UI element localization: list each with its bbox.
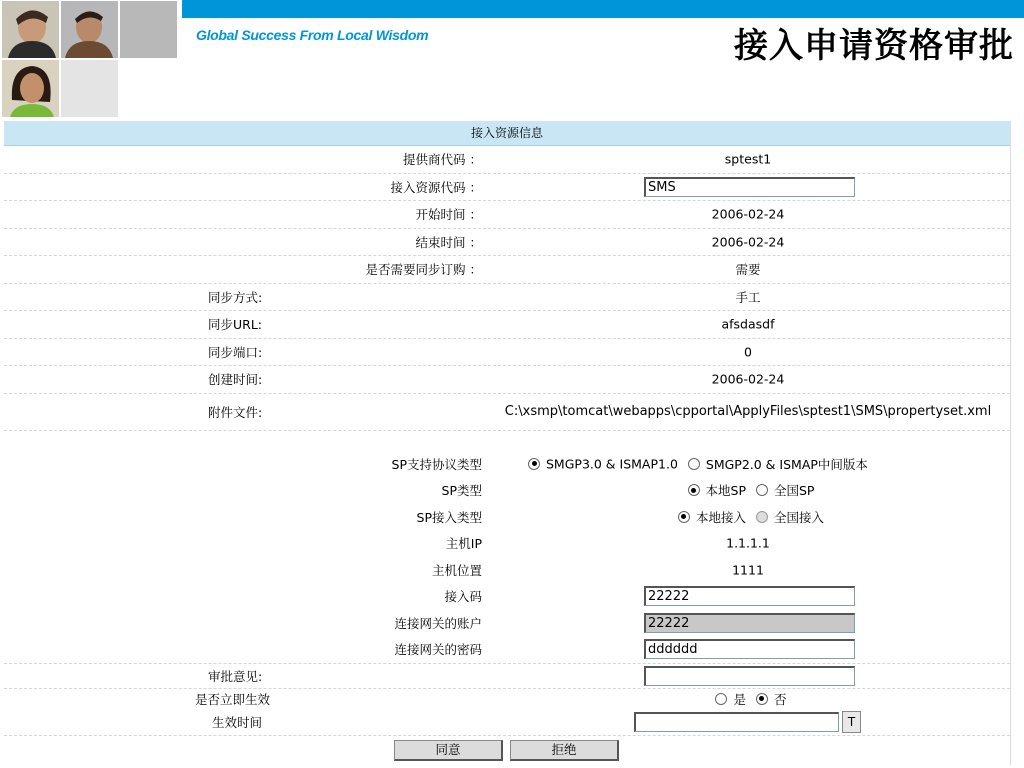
gateway-password-input[interactable]: dddddd bbox=[644, 639, 855, 659]
sync-url-row bbox=[4, 311, 1010, 339]
slogan: Global Success From Local Wisdom bbox=[196, 27, 429, 43]
provider-code-row bbox=[4, 146, 1010, 174]
gateway-account-label: 连接网关的账户 bbox=[394, 615, 482, 631]
sync-url-label: 同步URL: bbox=[208, 317, 263, 333]
access-code-label: 接入码 bbox=[444, 589, 482, 605]
host-ip-row bbox=[4, 530, 1010, 557]
access-local-radio[interactable] bbox=[678, 511, 690, 523]
spacer-row bbox=[4, 431, 1010, 451]
host-ip-label: 主机IP bbox=[445, 536, 482, 552]
header-blue-bar bbox=[182, 0, 1024, 18]
person-photo-1 bbox=[2, 1, 59, 58]
protocol-type-label: SP支持协议类型 bbox=[391, 456, 482, 472]
approval-comment-input[interactable] bbox=[644, 666, 855, 686]
effective-time-label: 生效时间 bbox=[212, 714, 263, 730]
access-code-input[interactable]: 22222 bbox=[644, 586, 855, 606]
sp-type-radios bbox=[498, 481, 998, 499]
access-national-radio[interactable] bbox=[756, 511, 768, 523]
sp-access-type-label: SP接入类型 bbox=[416, 509, 482, 525]
sp-access-type-row bbox=[4, 504, 1010, 531]
resource-code-row bbox=[4, 174, 1010, 202]
resource-code-input[interactable]: SMS bbox=[644, 177, 855, 197]
effective-time-row bbox=[4, 709, 1010, 736]
effective-yes-label: 是 bbox=[733, 691, 746, 707]
page-title: 接入申请资格审批 bbox=[734, 26, 1014, 66]
host-ip-value: 1.1.1.1 bbox=[726, 535, 770, 551]
attachment-label: 附件文件: bbox=[208, 404, 263, 420]
need-sync-value: 需要 bbox=[735, 262, 761, 278]
gray-tile-1 bbox=[120, 1, 177, 58]
sync-mode-value: 手工 bbox=[735, 289, 761, 305]
gateway-account-row bbox=[4, 610, 1010, 637]
gray-tile-2 bbox=[61, 60, 118, 117]
approval-comment-label: 审批意见: bbox=[208, 668, 263, 684]
sync-port-value: 0 bbox=[744, 344, 752, 360]
attachment-link[interactable]: C:\xsmp\tomcat\webapps\cpportal\ApplyFiles\sptest1\SMS\propertyset.xml bbox=[504, 403, 992, 419]
gateway-password-label: 连接网关的密码 bbox=[394, 642, 482, 658]
start-time-value: 2006-02-24 bbox=[711, 206, 785, 222]
sp-type-label: SP类型 bbox=[441, 483, 482, 499]
start-time-row bbox=[4, 201, 1010, 229]
sync-url-value: afsdasdf bbox=[721, 316, 775, 332]
access-national-label: 全国接入 bbox=[773, 509, 824, 525]
sp-type-national-label: 全国SP bbox=[773, 483, 815, 499]
sp-type-row bbox=[4, 477, 1010, 504]
provider-code-value: sptest1 bbox=[724, 151, 772, 167]
attachment-row bbox=[4, 394, 1010, 431]
effective-no-label: 否 bbox=[773, 691, 787, 707]
action-buttons bbox=[4, 736, 1010, 762]
created-time-row bbox=[4, 366, 1010, 394]
protocol-option-2-radio[interactable] bbox=[688, 458, 700, 470]
effective-no-radio[interactable] bbox=[756, 693, 768, 705]
host-location-row bbox=[4, 557, 1010, 584]
protocol-option-2-label: SMGP2.0 & ISMAP中间版本 bbox=[705, 456, 868, 472]
effective-time-input[interactable] bbox=[634, 712, 839, 732]
end-time-label: 结束时间 ： bbox=[415, 234, 482, 250]
sp-type-local-radio[interactable] bbox=[688, 484, 700, 496]
approval-comment-row bbox=[4, 664, 1010, 689]
end-time-value: 2006-02-24 bbox=[711, 234, 785, 250]
protocol-type-radios bbox=[522, 455, 868, 473]
sync-port-label: 同步端口: bbox=[208, 344, 263, 360]
sp-access-type-radios bbox=[498, 508, 998, 526]
start-time-label: 开始时间 ： bbox=[415, 207, 482, 223]
gateway-account-input[interactable]: 22222 bbox=[644, 613, 855, 633]
date-picker-button[interactable]: T bbox=[842, 711, 861, 733]
provider-code-label: 提供商代码 ： bbox=[403, 152, 482, 168]
effective-now-row bbox=[4, 689, 1010, 709]
protocol-option-1-radio[interactable] bbox=[528, 458, 540, 470]
sync-mode-row bbox=[4, 284, 1010, 312]
access-local-label: 本地接入 bbox=[695, 509, 746, 525]
host-location-label: 主机位置 bbox=[431, 562, 482, 578]
protocol-type-row bbox=[4, 451, 1010, 478]
approval-form bbox=[4, 121, 1011, 765]
sp-type-local-label: 本地SP bbox=[705, 483, 746, 499]
effective-now-label: 是否立即生效 bbox=[195, 691, 271, 707]
resource-code-label: 接入资源代码 ： bbox=[390, 179, 482, 195]
access-code-row bbox=[4, 583, 1010, 610]
person-photo-3 bbox=[2, 60, 59, 117]
need-sync-row bbox=[4, 256, 1010, 284]
gateway-password-row bbox=[4, 636, 1010, 664]
host-location-value: 1111 bbox=[732, 562, 764, 578]
page-header bbox=[0, 0, 1024, 118]
effective-yes-radio[interactable] bbox=[715, 693, 727, 705]
approve-button[interactable]: 同意 bbox=[394, 740, 503, 761]
sync-mode-label: 同步方式: bbox=[208, 289, 263, 305]
sync-port-row bbox=[4, 339, 1010, 367]
person-photo-2 bbox=[61, 1, 118, 58]
protocol-option-1-label: SMGP3.0 & ISMAP1.0 bbox=[546, 456, 678, 472]
created-time-value: 2006-02-24 bbox=[711, 371, 785, 387]
effective-now-radios bbox=[498, 690, 998, 708]
need-sync-label: 是否需要同步订购 ： bbox=[365, 262, 482, 278]
section-title: 接入资源信息 bbox=[4, 121, 1010, 146]
created-time-label: 创建时间: bbox=[208, 372, 263, 388]
reject-button[interactable]: 拒绝 bbox=[510, 740, 619, 761]
sp-type-national-radio[interactable] bbox=[756, 484, 768, 496]
end-time-row bbox=[4, 229, 1010, 257]
